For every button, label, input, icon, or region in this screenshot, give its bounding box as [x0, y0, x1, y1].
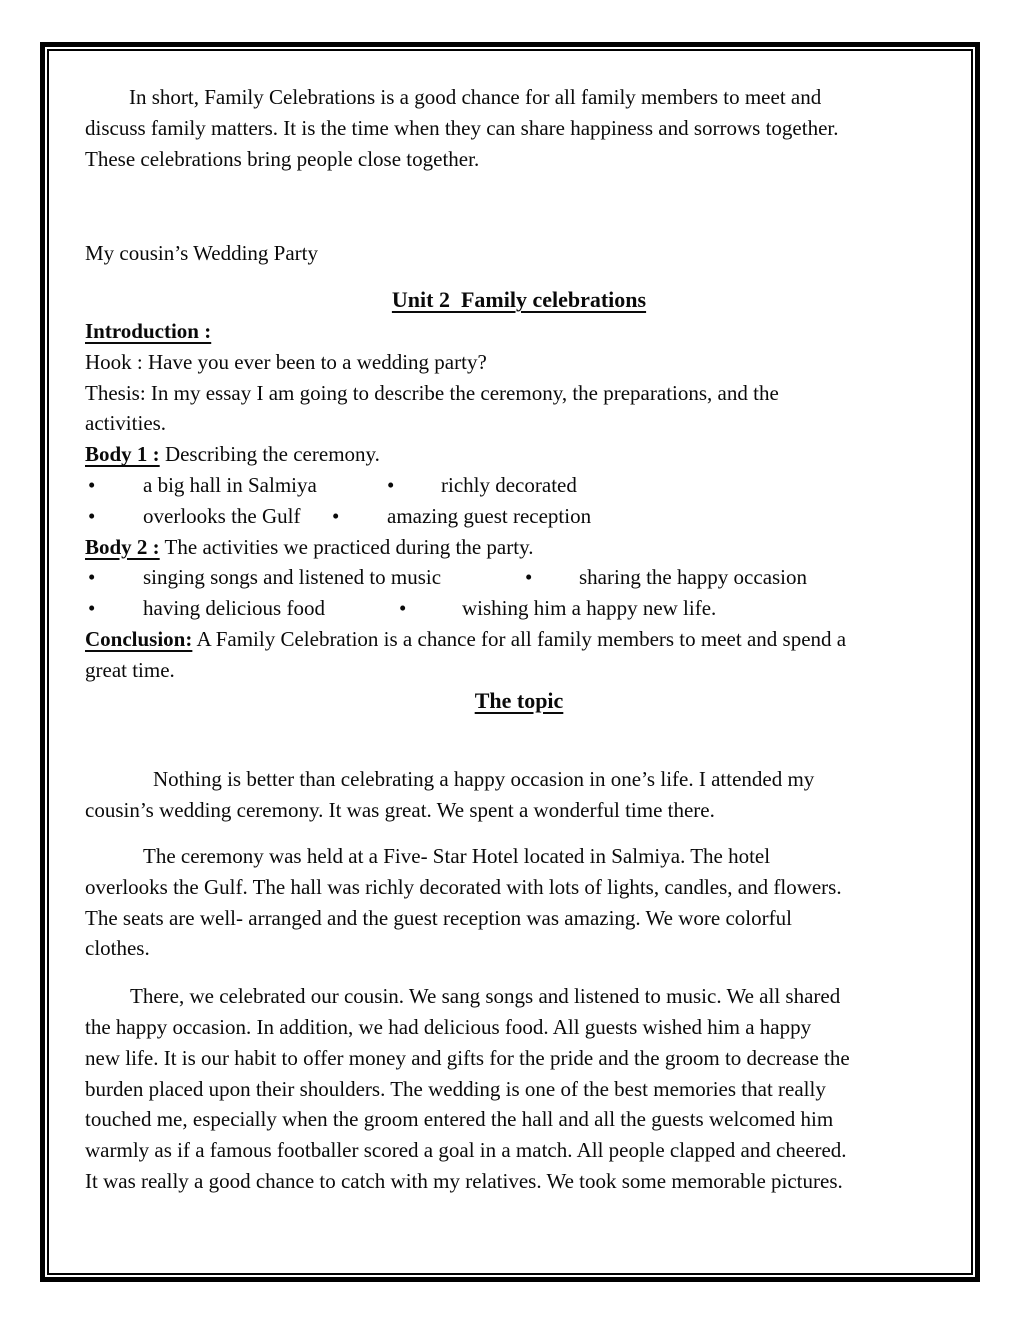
essay-paragraph1-line: cousin’s wedding ceremony. It was great. We spent a wonderful time there. — [85, 798, 715, 823]
bullet-icon: • — [332, 503, 340, 528]
essay-paragraph3-line: There, we celebrated our cousin. We sang songs and listened to music. We all shared — [130, 984, 841, 1009]
bullet-item: amazing guest reception — [387, 503, 592, 528]
unit-heading — [85, 285, 953, 316]
bullet-item: a big hall in Salmiya — [143, 472, 317, 497]
body2-text: The activities we practiced during the party. — [159, 534, 534, 559]
thesis-line: activities. — [85, 411, 167, 436]
bullet-icon: • — [387, 472, 395, 497]
introduction-label: Introduction : — [85, 318, 212, 343]
unit-heading-text: Unit 2 Family celebrations — [391, 287, 647, 313]
body1-label: Body 1 : — [85, 442, 160, 467]
essay-paragraph3-line: the happy occasion. In addition, we had delicious food. All guests wished him a happy — [85, 1014, 812, 1039]
conclusion-line — [85, 624, 953, 655]
bullet-item: wishing him a happy new life. — [462, 596, 717, 621]
intro-paragraph-line: discuss family matters. It is the time when they can share happiness and sorrows together. — [85, 115, 839, 140]
topic-heading-text: The topic — [474, 687, 564, 713]
body2-line — [85, 532, 953, 563]
bullet-item: having delicious food — [143, 596, 325, 621]
topic-heading — [85, 686, 953, 717]
hook-line: Hook : Have you ever been to a wedding party? — [85, 349, 487, 374]
essay-subtitle: My cousin’s Wedding Party — [85, 241, 318, 266]
essay-paragraph2-line: The ceremony was held at a Five- Star Hotel located in Salmiya. The hotel — [143, 843, 771, 868]
thesis-line: Thesis: In my essay I am going to describe the ceremony, the preparations, and the — [85, 380, 779, 405]
essay-paragraph2-line: clothes. — [85, 936, 150, 961]
page-border-inner — [47, 49, 973, 1275]
bullet-icon: • — [88, 472, 96, 497]
essay-paragraph3-line: touched me, especially when the groom entered the hall and all the guests welcomed him — [85, 1107, 834, 1132]
bullet-icon: • — [88, 596, 96, 621]
bullet-icon: • — [88, 565, 96, 590]
essay-paragraph2-line: overlooks the Gulf. The hall was richly decorated with lots of lights, candles, and flowers. — [85, 874, 842, 899]
bullet-row — [85, 593, 953, 624]
intro-paragraph-line: In short, Family Celebrations is a good chance for all family members to meet and — [129, 85, 822, 109]
essay-paragraph1-line: Nothing is better than celebrating a happy occasion in one’s life. I attended my — [153, 767, 815, 792]
bullet-item: overlooks the Gulf — [143, 503, 301, 528]
bullet-row — [85, 470, 953, 501]
essay-paragraph3-line: It was really a good chance to catch with my relatives. We took some memorable pictures. — [85, 1168, 843, 1193]
intro-paragraph-line: These celebrations bring people close together. — [85, 146, 480, 171]
essay-paragraph3-line: burden placed upon their shoulders. The wedding is one of the best memories that really — [85, 1076, 826, 1101]
bullet-icon: • — [399, 596, 407, 621]
conclusion-label: Conclusion: — [85, 626, 193, 651]
bullet-icon: • — [88, 503, 96, 528]
bullet-item: richly decorated — [441, 472, 577, 497]
bullet-item: sharing the happy occasion — [579, 565, 808, 590]
essay-paragraph3-line: warmly as if a famous footballer scored a goal in a match. All people clapped and cheered. — [85, 1138, 847, 1163]
body1-text: Describing the ceremony. — [159, 442, 380, 467]
bullet-row — [85, 562, 953, 593]
document-content — [49, 51, 971, 1197]
introduction-label-line — [85, 316, 953, 347]
body1-line — [85, 439, 953, 470]
conclusion-text: A Family Celebration is a chance for all family members to meet and spend a — [192, 626, 847, 651]
bullet-icon: • — [525, 565, 533, 590]
body2-label: Body 2 : — [85, 534, 160, 559]
bullet-row — [85, 501, 953, 532]
conclusion-line: great time. — [85, 657, 175, 682]
essay-paragraph3-line: new life. It is our habit to offer money and gifts for the pride and the groom to decrease the — [85, 1045, 850, 1070]
bullet-item: singing songs and listened to music — [143, 565, 442, 590]
page-border — [40, 42, 980, 1282]
essay-paragraph2-line: The seats are well- arranged and the guest reception was amazing. We wore colorful — [85, 905, 792, 930]
